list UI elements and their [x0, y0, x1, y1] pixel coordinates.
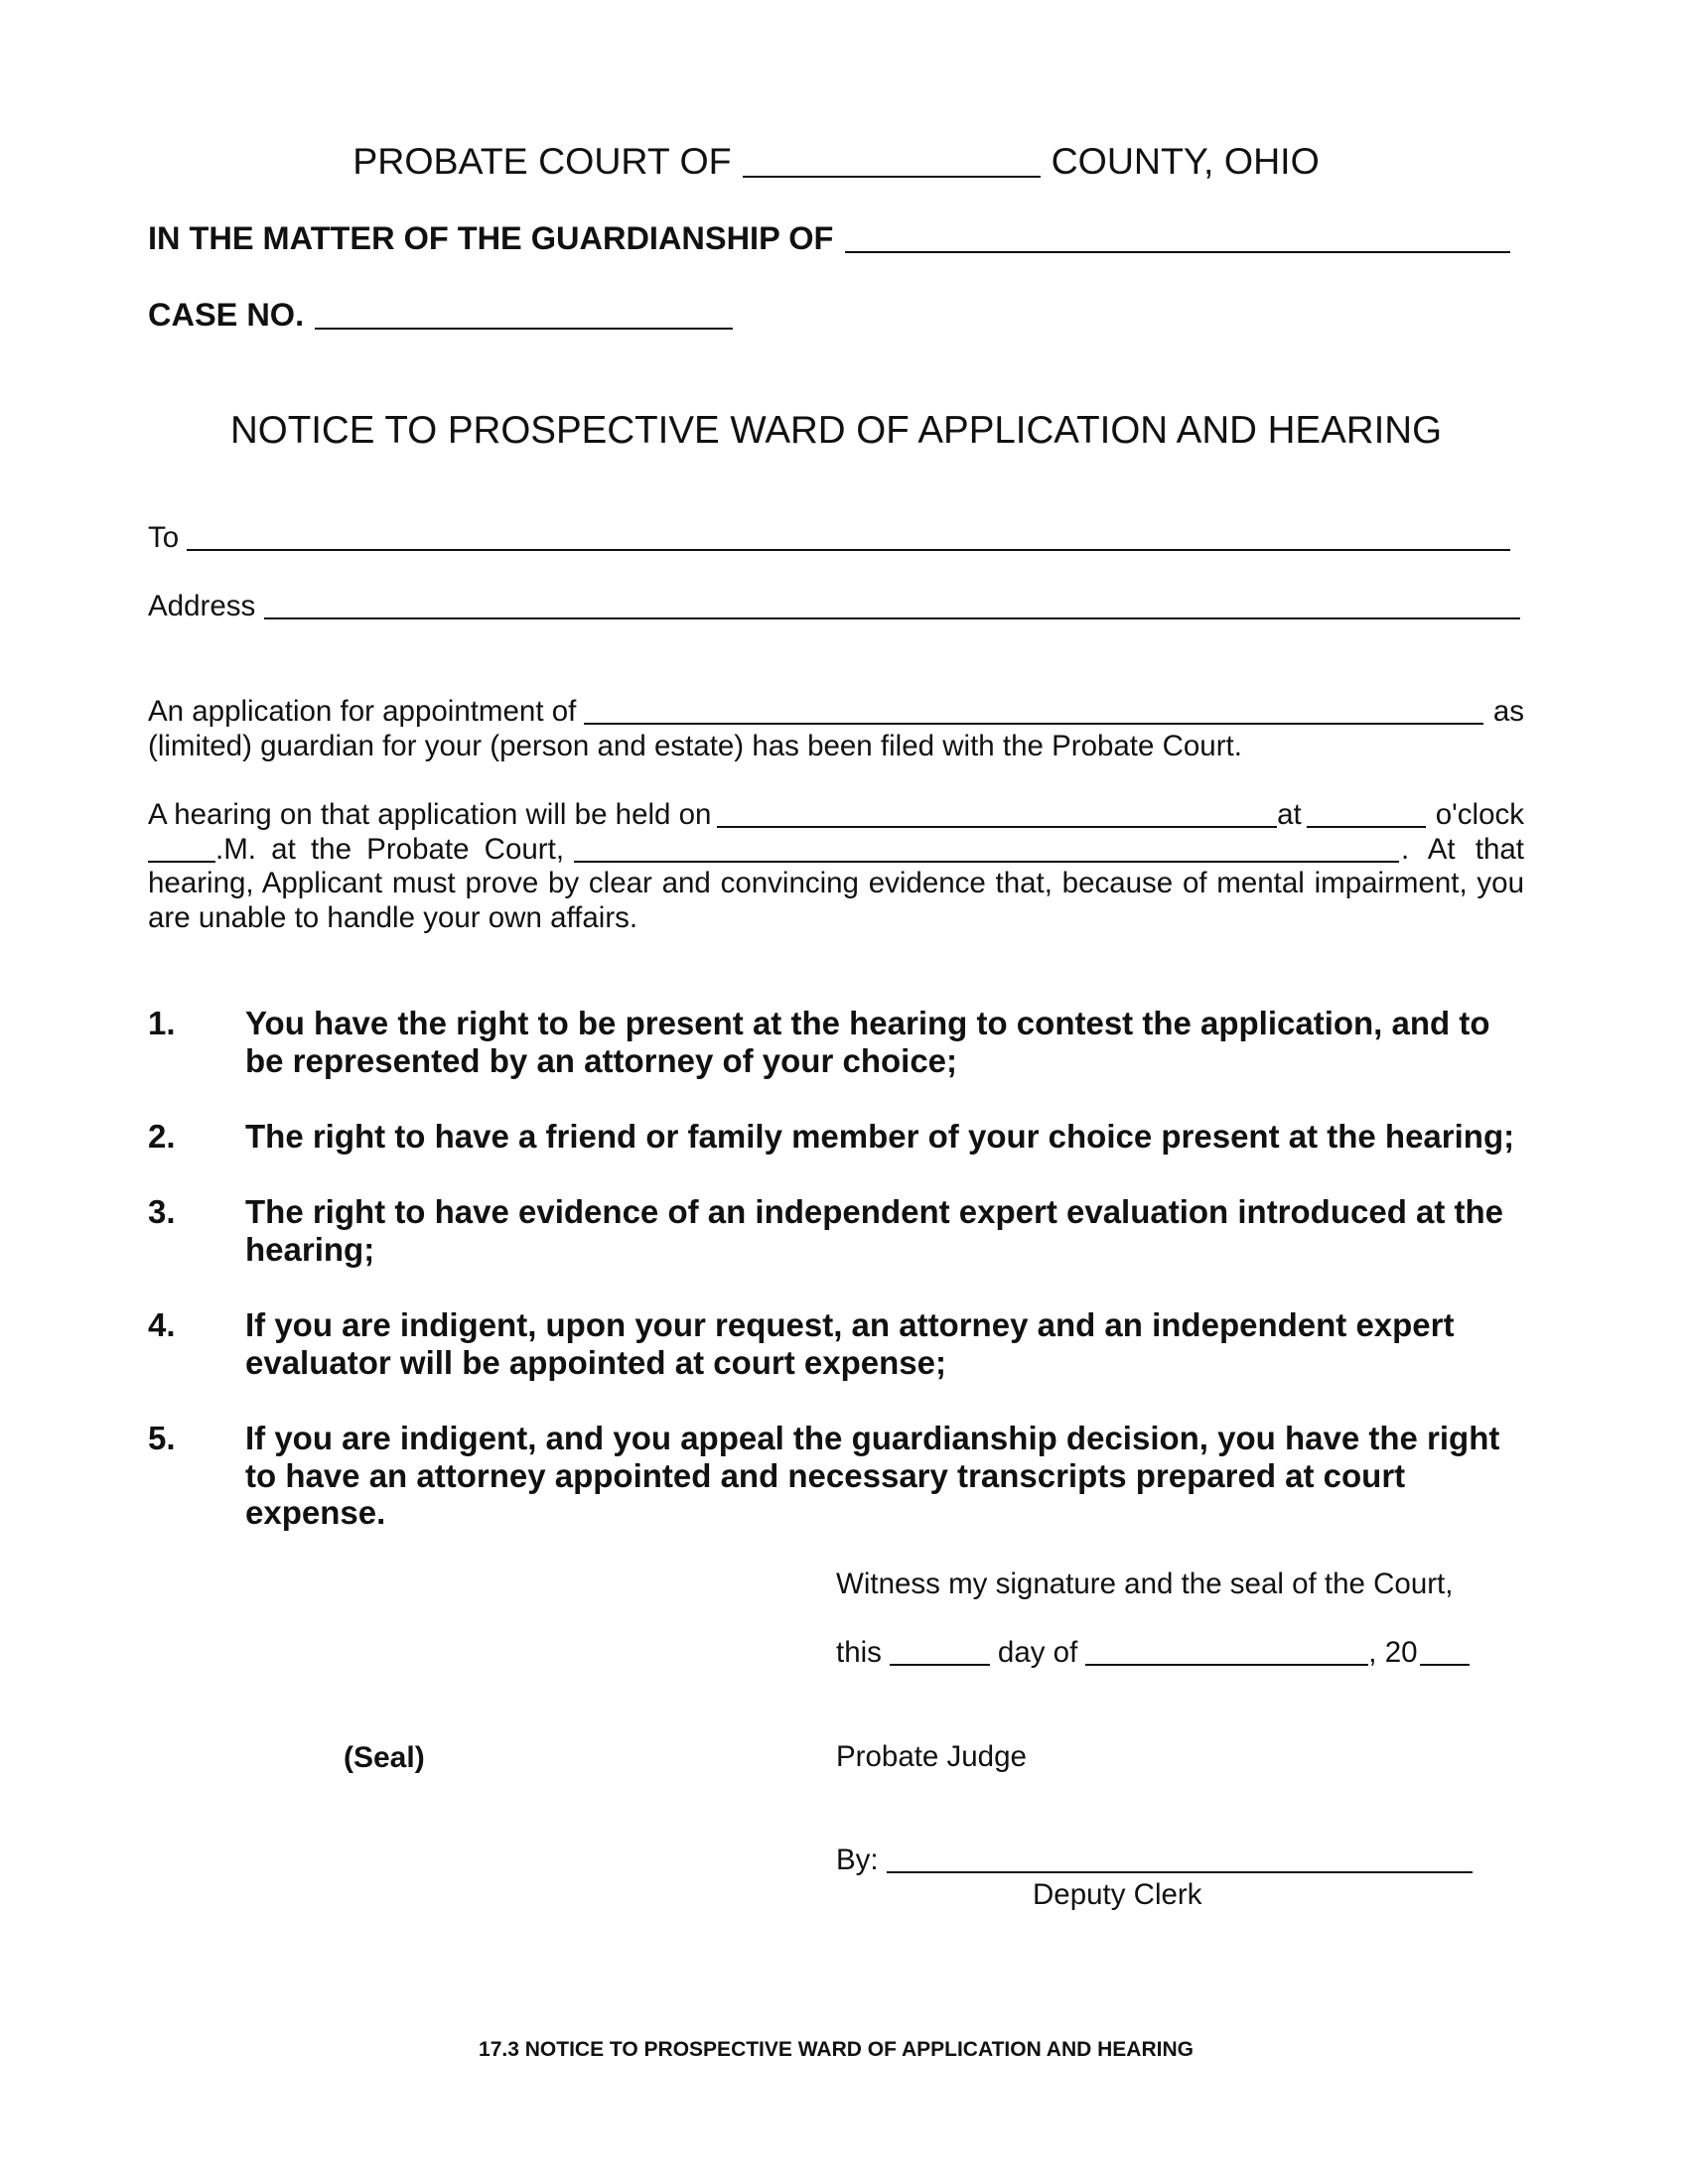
- rights-item-line: hearing;: [245, 1230, 375, 1268]
- date-line: [836, 1636, 1470, 1671]
- by-label: By:: [836, 1843, 879, 1876]
- to-line: [148, 521, 1510, 556]
- address-label: Address: [148, 590, 256, 622]
- court-heading-prefix: PROBATE COURT OF: [352, 140, 732, 182]
- guardianship-matter-line: [148, 219, 1510, 258]
- rights-item-text: [245, 1306, 1455, 1381]
- probate-judge-label: Probate Judge: [836, 1740, 1027, 1773]
- ward-name-blank: [845, 251, 1510, 253]
- rights-item-line: If you are indigent, upon your request, an attorney and an independent expert: [245, 1306, 1455, 1343]
- address-line: [148, 590, 1520, 624]
- case-number-blank: [315, 328, 733, 330]
- rights-item-number: 1.: [148, 1005, 176, 1041]
- court-heading: [148, 139, 1524, 184]
- rights-item-number: 2.: [148, 1118, 176, 1155]
- rights-item-text: [245, 1193, 1503, 1268]
- to-label: To: [148, 521, 180, 554]
- day-of-label: day of: [997, 1636, 1078, 1669]
- deputy-clerk-label: Deputy Clerk: [1033, 1878, 1202, 1911]
- to-blank: [187, 549, 1510, 551]
- rights-item-line: expense.: [245, 1494, 386, 1531]
- rights-item-text: [245, 1420, 1499, 1532]
- rights-item-text: [245, 1005, 1490, 1079]
- application-paragraph-line-1: [148, 695, 1524, 730]
- meridiem-blank: [148, 861, 215, 863]
- guardianship-label: IN THE MATTER OF THE GUARDIANSHIP OF: [148, 220, 834, 256]
- application-paragraph-line-2: (limited) guardian for your (person and estate) has been filed with the Probate Court.: [148, 730, 1242, 762]
- day-blank: [890, 1664, 990, 1666]
- rights-item-line: The right to have evidence of an independent expert evaluation introduced at the: [245, 1193, 1504, 1230]
- rights-item-line: You have the right to be present at the hearing to contest the application, and to: [245, 1005, 1490, 1041]
- this-label: this: [836, 1636, 882, 1669]
- rights-item-line: If you are indigent, and you appeal the guardianship decision, you have the right: [245, 1420, 1500, 1456]
- deputy-signature-blank: [887, 1871, 1473, 1873]
- court-address-blank: [574, 861, 1399, 863]
- year-blank: [1420, 1664, 1470, 1666]
- hearing-date-blank: [717, 826, 1277, 828]
- hearing-at-label: at: [1277, 798, 1302, 831]
- application-prefix: An application for appointment of: [148, 695, 577, 728]
- hearing-time-blank: [1307, 826, 1426, 828]
- hearing-line-2-suffix: . At that: [1400, 833, 1524, 866]
- hearing-location-text: .M. at the Probate Court,: [215, 833, 565, 866]
- hearing-paragraph-line-4: are unable to handle your own affairs.: [148, 901, 638, 934]
- seal-label: (Seal): [344, 1741, 425, 1774]
- case-number-label: CASE NO.: [148, 297, 305, 333]
- rights-item-number: 4.: [148, 1306, 176, 1343]
- county-blank: [743, 176, 1041, 178]
- applicant-name-blank: [584, 723, 1483, 725]
- by-signature-line: [836, 1843, 1473, 1878]
- notice-title: NOTICE TO PROSPECTIVE WARD OF APPLICATION AND HEARING: [229, 409, 1443, 452]
- hearing-paragraph-line-1: [148, 798, 1524, 833]
- hearing-prefix: A hearing on that application will be held on: [148, 798, 712, 831]
- court-heading-suffix: COUNTY, OHIO: [1051, 140, 1320, 182]
- rights-item-line: The right to have a friend or family member of your choice present at the hearing;: [245, 1118, 1515, 1155]
- witness-statement: Witness my signature and the seal of the Court,: [836, 1568, 1454, 1600]
- rights-item-number: 3.: [148, 1193, 176, 1230]
- rights-item-line: to have an attorney appointed and necessary transcripts prepared at court: [245, 1456, 1406, 1494]
- rights-item-line: evaluator will be appointed at court expense;: [245, 1343, 946, 1381]
- rights-item-number: 5.: [148, 1420, 176, 1456]
- year-prefix: , 20: [1368, 1636, 1418, 1669]
- application-suffix: as: [1492, 695, 1524, 728]
- address-blank: [264, 617, 1520, 619]
- rights-item-line: be represented by an attorney of your choice;: [245, 1041, 958, 1079]
- hearing-paragraph-line-3: hearing, Applicant must prove by clear and convincing evidence that, because of mental impairment, you: [148, 867, 1524, 899]
- month-blank: [1085, 1664, 1368, 1666]
- hearing-paragraph-line-2: [148, 833, 1524, 868]
- case-number-line: [148, 296, 733, 335]
- rights-item-text: [245, 1118, 1514, 1156]
- form-footer: 17.3 NOTICE TO PROSPECTIVE WARD OF APPLICATION AND HEARING: [479, 2038, 1194, 2061]
- hearing-oclock-label: o'clock: [1435, 798, 1524, 831]
